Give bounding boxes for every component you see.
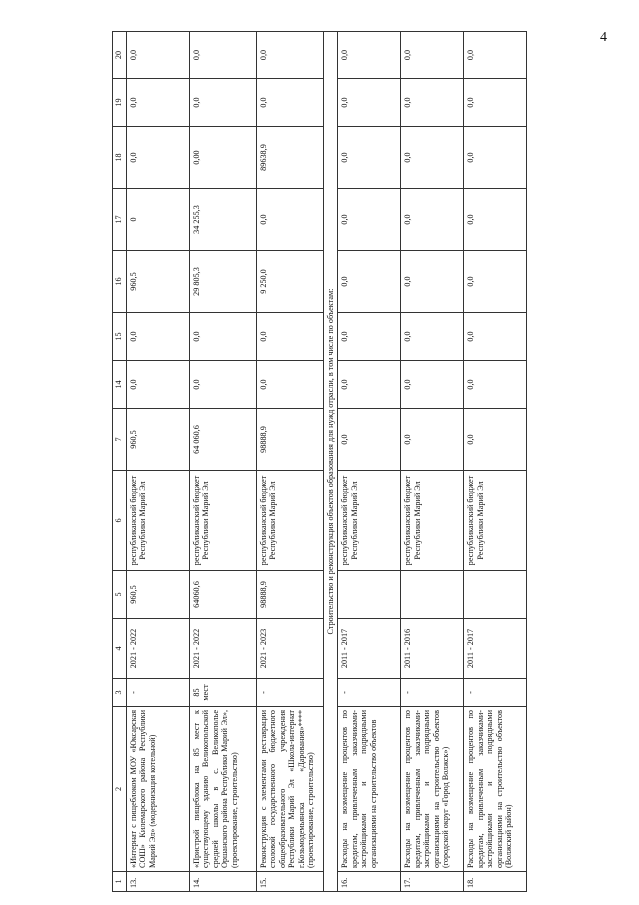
table-row (401, 32, 464, 892)
source: республиканский бюджет Республики Марий Эл (338, 471, 401, 571)
period: 2011 - 2017 (338, 619, 401, 679)
value-19: 0,0 (190, 79, 257, 127)
total: 98888,9 (257, 409, 324, 471)
value-16: 0,0 (401, 251, 464, 313)
cost: 64060,6 (190, 571, 257, 619)
capacity: - (257, 679, 324, 707)
cost: 960,5 (127, 571, 190, 619)
period: 2021 - 2023 (257, 619, 324, 679)
value-14: 0,0 (190, 361, 257, 409)
capacity: - (401, 679, 464, 707)
source: республиканский бюджет Республики Марий Эл (127, 471, 190, 571)
col-header: 7 (113, 409, 127, 471)
period: 2011 - 2016 (401, 619, 464, 679)
col-header: 18 (113, 127, 127, 189)
value-19: 0,0 (464, 79, 527, 127)
value-16: 960,5 (127, 251, 190, 313)
cost (401, 571, 464, 619)
col-header: 2 (113, 707, 127, 872)
total: 0,0 (401, 409, 464, 471)
value-16: 0,0 (338, 251, 401, 313)
value-20: 0,0 (190, 32, 257, 79)
value-20: 0,0 (338, 32, 401, 79)
value-17: 34 255,3 (190, 189, 257, 251)
capacity: - (127, 679, 190, 707)
value-15: 0,0 (127, 313, 190, 361)
value-16: 0,0 (464, 251, 527, 313)
object-name: «Пристрой пищеблока на 85 мест к существующему зданию Великопольской средней школы в с. Великополье Оршанского района Республики Марий Эл», (проектирование, строительство) (190, 707, 257, 872)
col-header: 6 (113, 471, 127, 571)
row-number: 16. (338, 872, 401, 892)
source: республиканский бюджет Республики Марий Эл (464, 471, 527, 571)
capacity: - (464, 679, 527, 707)
row-number: 17. (401, 872, 464, 892)
total: 64 060,6 (190, 409, 257, 471)
value-20: 0,0 (257, 32, 324, 79)
total: 0,0 (464, 409, 527, 471)
row-number: 15. (257, 872, 324, 892)
object-name: Расходы на возмещение процентов по кредитам, привлеченным заказчиками-застройщиками и подрядными организациями на строительство объектов (городской округ «Город Волжск») (401, 707, 464, 872)
value-17: 0 (127, 189, 190, 251)
header-row (113, 32, 127, 892)
value-16: 29 805,3 (190, 251, 257, 313)
object-name: Расходы на возмещение процентов по кредитам, привлеченным заказчиками-застройщиками и подрядными организациями на строительство объектов (Волжский район) (464, 707, 527, 872)
section-row (324, 32, 338, 892)
cost: 98888,9 (257, 571, 324, 619)
col-header: 1 (113, 872, 127, 892)
col-header: 15 (113, 313, 127, 361)
value-15: 0,0 (190, 313, 257, 361)
col-header: 16 (113, 251, 127, 313)
row-number: 18. (464, 872, 527, 892)
row-number: 13. (127, 872, 190, 892)
value-15: 0,0 (401, 313, 464, 361)
rotated-table (112, 32, 614, 892)
col-header: 17 (113, 189, 127, 251)
period: 2021 - 2022 (190, 619, 257, 679)
row-number: 14. (190, 872, 257, 892)
object-name: «Интернат с пищеблоком МОУ «Юксарская СОШ» Килемарского района Республики Марий Эл» (модернизация котельной) (127, 707, 190, 872)
value-19: 0,0 (338, 79, 401, 127)
source: республиканский бюджет Республики Марий Эл (257, 471, 324, 571)
value-18: 0,00 (190, 127, 257, 189)
value-18: 0,0 (464, 127, 527, 189)
rotated-table-container (112, 32, 614, 892)
value-15: 0,0 (257, 313, 324, 361)
value-18: 0,0 (338, 127, 401, 189)
value-17: 0,0 (401, 189, 464, 251)
value-14: 0,0 (401, 361, 464, 409)
col-header: 14 (113, 361, 127, 409)
value-16: 9 250,0 (257, 251, 324, 313)
value-19: 0,0 (401, 79, 464, 127)
value-14: 0,0 (127, 361, 190, 409)
table-row (127, 32, 190, 892)
value-17: 0,0 (257, 189, 324, 251)
table-row (338, 32, 401, 892)
total: 0,0 (338, 409, 401, 471)
value-19: 0,0 (127, 79, 190, 127)
section-title: Строительство и реконструкция объектов образования для нужд отрасли, в том числе по объектам: (324, 32, 338, 892)
cost (338, 571, 401, 619)
object-name: Реконструкция с элементами реставрации столовой государственного бюджетного общеобразовательного учреждения Республики Марий Эл «Школа-интернат г.Козьмодемьянска «Дарования»**** (проектирование, строительство) (257, 707, 324, 872)
object-name: Расходы на возмещение процентов по кредитам, привлеченным заказчиками-застройщиками и подрядными организациями на строительство объектов (338, 707, 401, 872)
value-14: 0,0 (257, 361, 324, 409)
value-20: 0,0 (127, 32, 190, 79)
source: республиканский бюджет Республики Марий Эл (401, 471, 464, 571)
table-row (464, 32, 527, 892)
value-18: 0,0 (401, 127, 464, 189)
col-header: 19 (113, 79, 127, 127)
capacity: - (338, 679, 401, 707)
cost (464, 571, 527, 619)
budget-table (112, 31, 527, 892)
value-18: 89638,9 (257, 127, 324, 189)
total: 960,5 (127, 409, 190, 471)
value-15: 0,0 (338, 313, 401, 361)
source: республиканский бюджет Республики Марий Эл (190, 471, 257, 571)
table-row (257, 32, 324, 892)
value-17: 0,0 (464, 189, 527, 251)
period: 2011 - 2017 (464, 619, 527, 679)
value-14: 0,0 (338, 361, 401, 409)
col-header: 5 (113, 571, 127, 619)
col-header: 20 (113, 32, 127, 79)
col-header: 4 (113, 619, 127, 679)
col-header: 3 (113, 679, 127, 707)
value-19: 0,0 (257, 79, 324, 127)
table-row (190, 32, 257, 892)
page-number: 4 (600, 30, 607, 45)
value-20: 0,0 (401, 32, 464, 79)
value-14: 0,0 (464, 361, 527, 409)
period: 2021 - 2022 (127, 619, 190, 679)
value-17: 0,0 (338, 189, 401, 251)
capacity: 85 мест (190, 679, 257, 707)
value-15: 0,0 (464, 313, 527, 361)
value-20: 0,0 (464, 32, 527, 79)
value-18: 0,0 (127, 127, 190, 189)
